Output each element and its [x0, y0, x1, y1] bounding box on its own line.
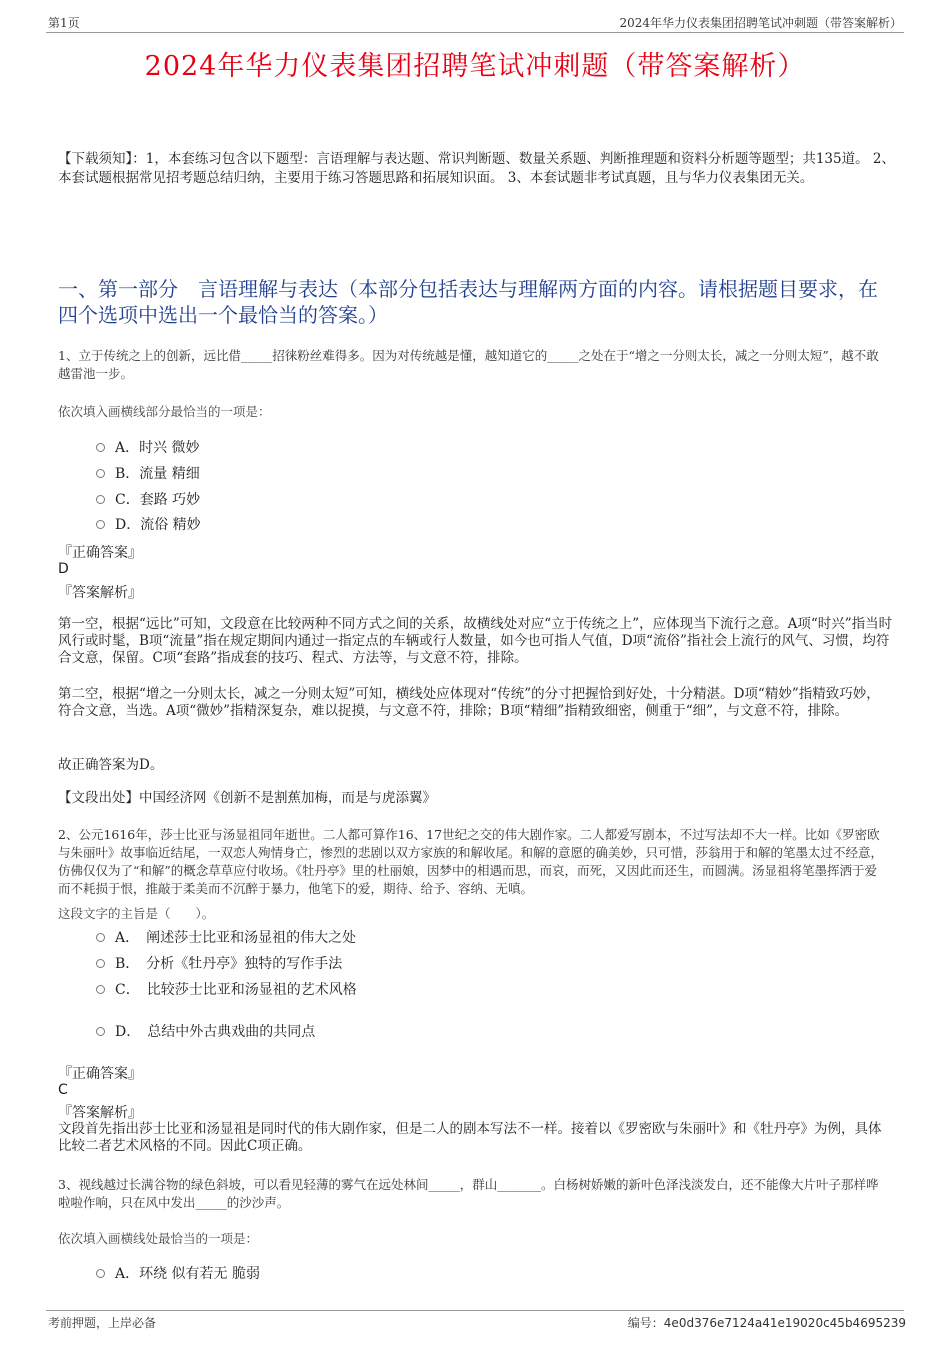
q1-option-b-label: B．流量 精细 — [115, 466, 200, 482]
q1-answer-tag: 『正确答案』 — [58, 545, 142, 561]
q1-option-c[interactable] — [96, 489, 200, 509]
section-title: 一、第一部分 言语理解与表达（本部分包括表达与理解两方面的内容。请根据题目要求，在四个选项中选出一个最恰当的答案。） — [58, 277, 878, 327]
radio-icon[interactable] — [96, 933, 105, 942]
q2-option-d[interactable] — [96, 1021, 315, 1041]
page-title: 2024年华力仪表集团招聘笔试冲刺题（带答案解析） — [144, 51, 806, 82]
q2-option-a[interactable] — [96, 927, 356, 947]
header-page-label: 第1页 — [48, 16, 80, 30]
q2-option-b[interactable] — [96, 953, 342, 973]
q3-option-a[interactable] — [96, 1263, 260, 1283]
q1-answer: D — [58, 561, 69, 577]
q1-ask: 依次填入画横线部分最恰当的一项是： — [58, 404, 271, 419]
radio-icon[interactable] — [96, 1269, 105, 1278]
radio-icon[interactable] — [96, 1027, 105, 1036]
footer-slogan: 考前押题，上岸必备 — [48, 1316, 157, 1330]
radio-icon[interactable] — [96, 520, 105, 529]
q2-ask: 这段文字的主旨是（ ）。 — [58, 906, 215, 921]
q2-option-a-label: A． 阐述莎士比亚和汤显祖的伟大之处 — [115, 930, 357, 946]
q1-option-c-label: C．套路 巧妙 — [115, 492, 201, 508]
q3-option-a-label: A．环绕 似有若无 脆弱 — [115, 1266, 261, 1282]
q1-analysis-1: 第一空，根据“远比”可知，文段意在比较两种不同方式之间的关系，故横线处对应“立于传统之上”，应体现当下流行之意。A项“时兴”指当时风行或时髦，B项“流量”指在规定期间内通过一指定点的车辆或行人数量，如今也可指人气值，D项“流俗”指社会上流行的风气、习惯，均符合文意，保留。C项“套路”指成套的技巧、程式、方法等，与文意不符，排除。 — [58, 616, 893, 666]
q1-analysis-tag: 『答案解析』 — [58, 585, 142, 601]
q1-option-d-label: D．流俗 精妙 — [115, 517, 201, 533]
footer-code-label: 编号： — [627, 1316, 664, 1330]
footer-code-value: 4e0d376e7124a41e19020c45b4695239 — [663, 1316, 906, 1330]
q1-option-a-label: A．时兴 微妙 — [115, 440, 200, 456]
q2-option-c[interactable] — [96, 979, 357, 999]
header-divider — [46, 32, 904, 33]
q3-stem: 3、视线越过长满谷物的绿色斜坡，可以看见轻薄的雾气在远处林间_____，群山_______。白杨树娇嫩的新叶色泽浅淡发白，还不能像大片叶子那样哗啦啦作响，只在风中发出_____的沙沙声。 — [58, 1177, 879, 1210]
q1-option-d[interactable] — [96, 514, 201, 534]
q3-ask: 依次填入画横线处最恰当的一项是： — [58, 1231, 259, 1246]
q2-stem: 2、公元1616年，莎士比亚与汤显祖同年逝世。二人都可算作16、17世纪之交的伟大剧作家。二人都爱写剧本，不过写法却不大一样。比如《罗密欧与朱丽叶》故事临近结尾，一双恋人殉情身亡，惨烈的悲剧以双方家族的和解收尾。和解的意愿的确美妙，只可惜，莎翁用于和解的笔墨太过不经意，仿佛仅仅为了“和解”的概念草草应付收场。《牡丹亭》里的杜丽娘，因梦中的相遇而思，而哀，而死，又因此而还生，而圆满。汤显祖将笔墨挥洒于爱而不耗损于恨，推敲于柔美而不沉醉于暴力，他笔下的爱，期待、给予、容纳、无嗔。 — [58, 827, 884, 896]
radio-icon[interactable] — [96, 443, 105, 452]
q1-source: 【文段出处】中国经济网《创新不是割蕉加梅，而是与虎添翼》 — [58, 790, 436, 806]
radio-icon[interactable] — [96, 469, 105, 478]
q2-analysis: 文段首先指出莎士比亚和汤显祖是同时代的伟大剧作家，但是二人的剧本写法不一样。接着以《罗密欧与朱丽叶》和《牡丹亭》为例，具体比较二者艺术风格的不同。因此C项正确。 — [58, 1121, 882, 1154]
footer-code — [628, 1314, 906, 1331]
q2-answer: C — [58, 1082, 68, 1098]
q2-option-d-label: D． 总结中外古典戏曲的共同点 — [115, 1024, 316, 1040]
download-notice: 【下载须知】：1，本套练习包含以下题型：言语理解与表达题、常识判断题、数量关系题、判断推理题和资料分析题等题型；共135道。 2、本套试题根据常见招考题总结归纳，主要用于练习答题思路和拓展知识面。 3、本套试题非考试真题，且与华力仪表集团无关。 — [58, 151, 895, 186]
q1-option-b[interactable] — [96, 463, 200, 483]
q1-option-a[interactable] — [96, 437, 200, 457]
q1-conclusion: 故正确答案为D。 — [58, 757, 164, 773]
q2-option-c-label: C． 比较莎士比亚和汤显祖的艺术风格 — [115, 982, 357, 998]
q2-answer-tag: 『正确答案』 — [58, 1066, 142, 1082]
footer-divider — [46, 1310, 904, 1311]
q2-option-b-label: B． 分析《牡丹亭》独特的写作手法 — [115, 956, 343, 972]
radio-icon[interactable] — [96, 959, 105, 968]
header-doc-title: 2024年华力仪表集团招聘笔试冲刺题（带答案解析） — [619, 16, 902, 30]
radio-icon[interactable] — [96, 985, 105, 994]
q1-stem: 1、立于传统之上的创新，远比借_____招徕粉丝难得多。因为对传统越是懂，越知道它的_____之处在于“增之一分则太长，减之一分则太短”，越不敢越雷池一步。 — [58, 348, 879, 381]
radio-icon[interactable] — [96, 495, 105, 504]
q2-analysis-tag: 『答案解析』 — [58, 1105, 142, 1121]
q1-analysis-2: 第二空，根据“增之一分则太长，减之一分则太短”可知，横线处应体现对“传统”的分寸把握恰到好处，十分精湛。D项“精妙”指精致巧妙，符合文意，当选。A项“微妙”指精深复杂，难以捉摸，与文意不符，排除；B项“精细”指精致细密，侧重于“细”，与文意不符，排除。 — [58, 686, 880, 719]
